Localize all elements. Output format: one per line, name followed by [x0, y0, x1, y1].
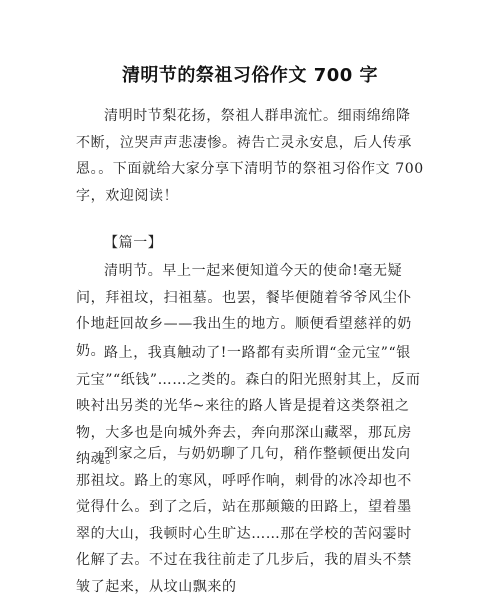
- body-paragraph-1: 清明节。早上一起来便知道今天的使命!毫无疑问，拜祖坟，扫祖墓。也罢，餐毕便随着爷爷风尘仆仆地赶回故乡——我出生的地方。顺便看望慈祥的奶奶。: [76, 263, 412, 359]
- body-paragraph-3: 到家之后，与奶奶聊了几句，稍作整顿便出发向那祖坟。路上的寒风，呼呼作响，刺骨的冰冷却也不觉得什么。到了之后，站在那颠簸的田路上，望着墨翠的大山，我顿时心生旷达……那在学校的苦闷霎时化解了去。不过在我往前走了几步后，我的眉头不禁皱了起来，从坟山飘来的: [76, 446, 412, 595]
- body-paragraph-2: 路上，我真触动了!一路都有卖所谓“金元宝”“银元宝”“纸钱”……之类的。森白的阳光照射其上，反而映衬出另类的光华~来往的路人皆是提着这类祭祖之物，大多也是向城外奔去，奔向那深山藏翠，那瓦房纳魂。: [76, 345, 421, 468]
- document-title: 清明节的祭祖习俗作文 700 字: [121, 65, 379, 86]
- section-label: 【篇一】: [104, 235, 163, 251]
- intro-paragraph: 清明时节梨花扬，祭祖人群串流忙。细雨绵绵降不断，泣哭声声悲凄惨。祷告亡灵永安息，后人传承恩。。下面就给大家分享下清明节的祭祖习俗作文 700 字，欢迎阅读！: [76, 108, 424, 204]
